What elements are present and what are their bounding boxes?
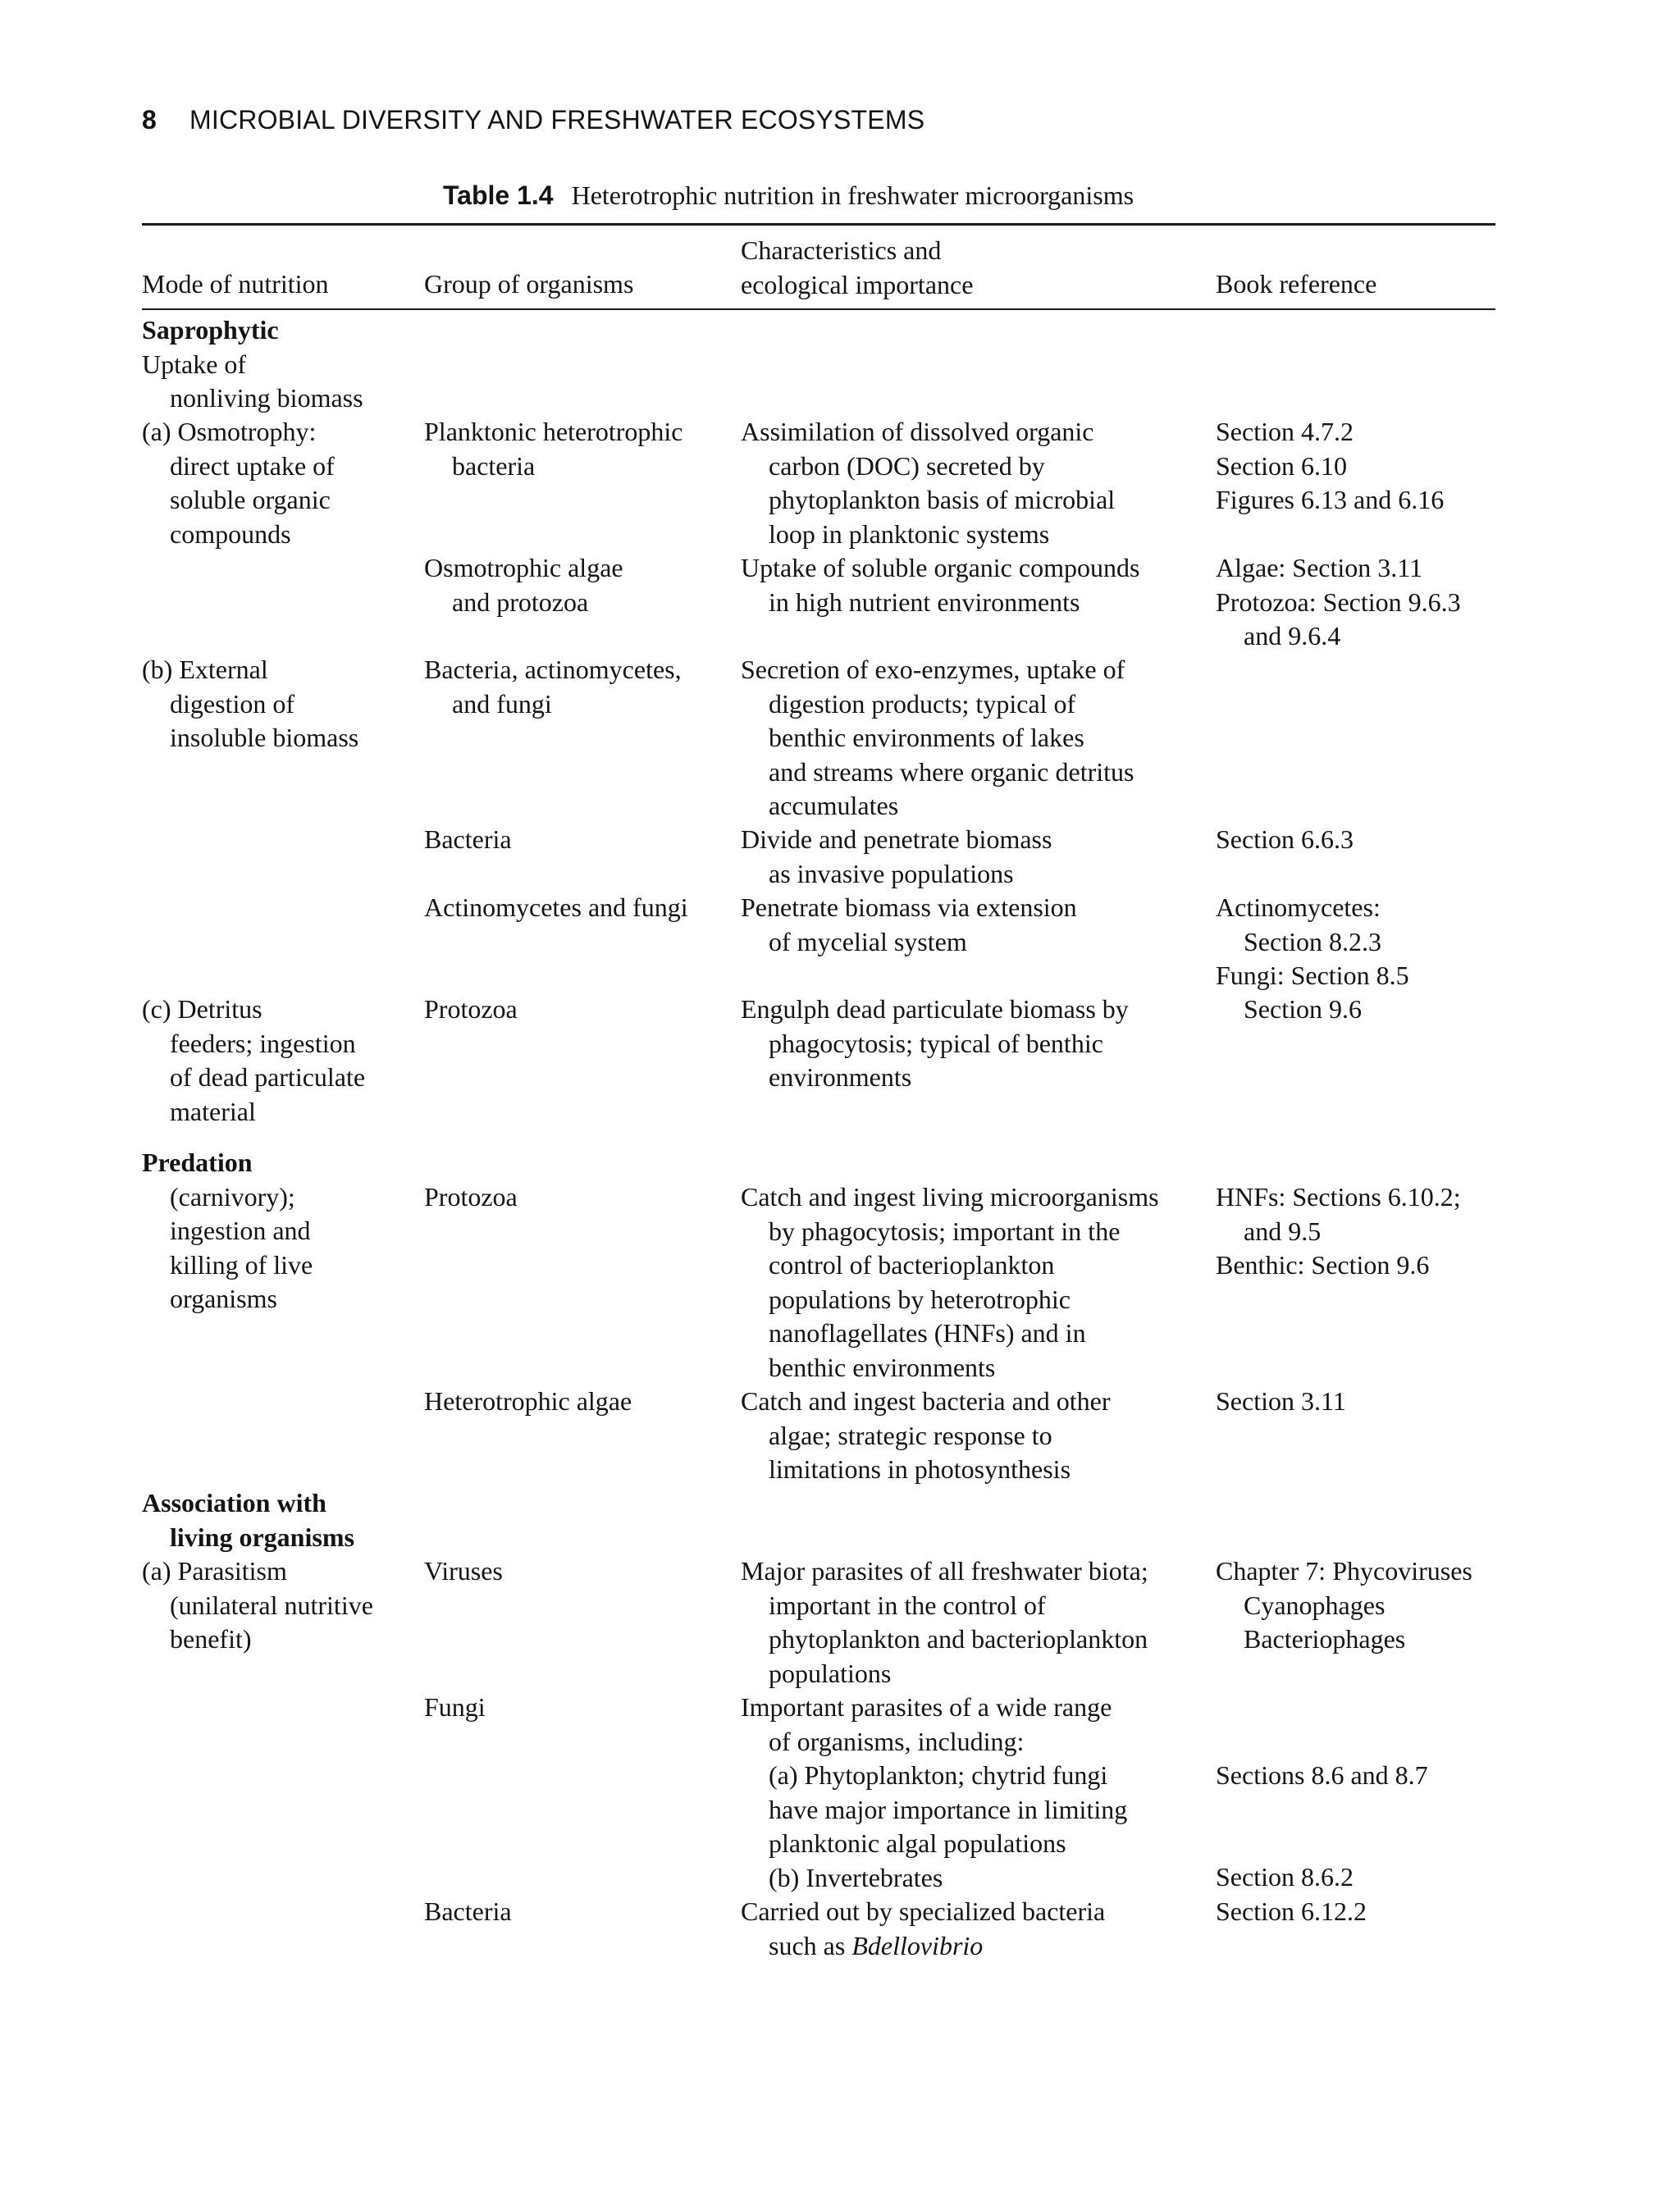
char-engulph: Engulph dead particulate biomass by phagocytosis; typical of benthic environments — [741, 994, 1129, 1092]
group-bacteria-invasive: Bacteria — [424, 824, 512, 854]
group-osmotrophic-algae: Osmotrophic algae and protozoa — [424, 553, 623, 617]
group-heterotrophic-algae: Heterotrophic algae — [424, 1386, 632, 1416]
ref-heterotrophic-algae: Section 3.11 — [1216, 1386, 1346, 1416]
section-heading: Predation — [142, 1148, 253, 1177]
table-header-rule — [142, 308, 1495, 310]
running-header — [142, 105, 924, 135]
char-fungal-parasites: Important parasites of a wide range of organisms, including: (a) Phytoplankton; chytrid fungi have major importance in limiting planktonic algal populations (b) Invertebrates — [741, 1692, 1128, 1892]
ref-fungi-invertebrates: Section 8.6.2 — [1216, 1862, 1354, 1892]
group-protozoa-predation: Protozoa — [424, 1182, 518, 1212]
ref-planktonic-bacteria: Section 4.7.2 Section 6.10 Figures 6.13 and 6.16 — [1216, 417, 1445, 514]
col-header-mode: Mode of nutrition — [142, 269, 329, 299]
table-caption — [443, 180, 1134, 211]
char-soluble-uptake: Uptake of soluble organic compounds in high nutrient environments — [741, 553, 1140, 617]
char-mycelial: Penetrate biomass via extension of mycelial system — [741, 892, 1077, 956]
char-phagocytosis: Catch and ingest living microorganisms by phagocytosis; important in the control of bacterioplankton populations by heterotrophic nanoflagellates (HNFs) and in benthic environments — [741, 1182, 1159, 1382]
group-fungi: Fungi — [424, 1692, 486, 1722]
section-heading: Saprophytic — [142, 315, 279, 345]
mode-osmotrophy: (a) Osmotrophy: direct uptake of soluble organic compounds — [142, 417, 335, 549]
section-predation: Predation (carnivory); ingestion and killing of live organisms — [142, 1148, 313, 1313]
group-bacteria-parasitic: Bacteria — [424, 1896, 512, 1926]
group-viruses: Viruses — [424, 1556, 503, 1586]
ref-protozoa-predation: HNFs: Sections 6.10.2; and 9.5 Benthic: Section 9.6 — [1216, 1182, 1461, 1280]
char-doc-assimilation: Assimilation of dissolved organic carbon (DOC) secreted by phytoplankton basis of microbial loop in planktonic systems — [741, 417, 1116, 549]
group-bacteria-actino-fungi: Bacteria, actinomycetes, and fungi — [424, 655, 682, 719]
char-divide-penetrate: Divide and penetrate biomass as invasive populations — [741, 824, 1052, 888]
ref-viruses: Chapter 7: Phycoviruses Cyanophages Bacteriophages — [1216, 1556, 1472, 1654]
table-label: Table 1.4 — [443, 180, 554, 210]
section-saprophytic: Saprophytic Uptake of nonliving biomass — [142, 315, 363, 413]
ref-fungi-phytoplankton: Sections 8.6 and 8.7 — [1216, 1760, 1428, 1790]
group-actino-fungi: Actinomycetes and fungi — [424, 892, 688, 922]
ref-bacteria-parasitic: Section 6.12.2 — [1216, 1896, 1367, 1926]
mode-external-digestion: (b) External digestion of insoluble biomass — [142, 655, 359, 752]
group-protozoa-detritus: Protozoa — [424, 994, 518, 1024]
col-header-reference: Book reference — [1216, 269, 1377, 299]
running-title: MICROBIAL DIVERSITY AND FRESHWATER ECOSYSTEMS — [189, 105, 925, 135]
ref-protozoa-detritus: Section 9.6 — [1244, 994, 1362, 1024]
col-header-characteristics: Characteristics and ecological importance — [741, 235, 974, 299]
genus-name: Bdellovibrio — [851, 1930, 984, 1960]
ref-bacteria-invasive: Section 6.6.3 — [1216, 824, 1354, 854]
page-number: 8 — [142, 105, 157, 135]
char-exo-enzymes: Secretion of exo-enzymes, uptake of digestion products; typical of benthic environments of lakes and streams where organic detritus accumulates — [741, 655, 1134, 820]
char-viral-parasites: Major parasites of all freshwater biota; important in the control of phytoplankton and bacterioplankton populations — [741, 1556, 1148, 1688]
table-top-rule — [142, 223, 1495, 226]
char-bdellovibrio: Carried out by specialized bacteria such as Bdellovibrio — [741, 1896, 1106, 1960]
ref-actino-fungi: Actinomycetes: Section 8.2.3 Fungi: Section 8.5 — [1216, 892, 1409, 990]
mode-detritus-feeders: (c) Detritus feeders; ingestion of dead particulate material — [142, 994, 366, 1126]
col-header-group: Group of organisms — [424, 269, 634, 299]
section-heading: Association with — [142, 1488, 326, 1517]
group-planktonic-bacteria: Planktonic heterotrophic bacteria — [424, 417, 683, 481]
section-association: Association with living organisms (a) Parasitism (unilateral nutritive benefit) — [142, 1488, 373, 1654]
char-algae-ingest: Catch and ingest bacteria and other algae; strategic response to limitations in photosynthesis — [741, 1386, 1111, 1484]
ref-osmotrophic-algae: Algae: Section 3.11 Protozoa: Section 9.6.3 and 9.6.4 — [1216, 553, 1461, 650]
table-title: Heterotrophic nutrition in freshwater microorganisms — [571, 180, 1134, 210]
